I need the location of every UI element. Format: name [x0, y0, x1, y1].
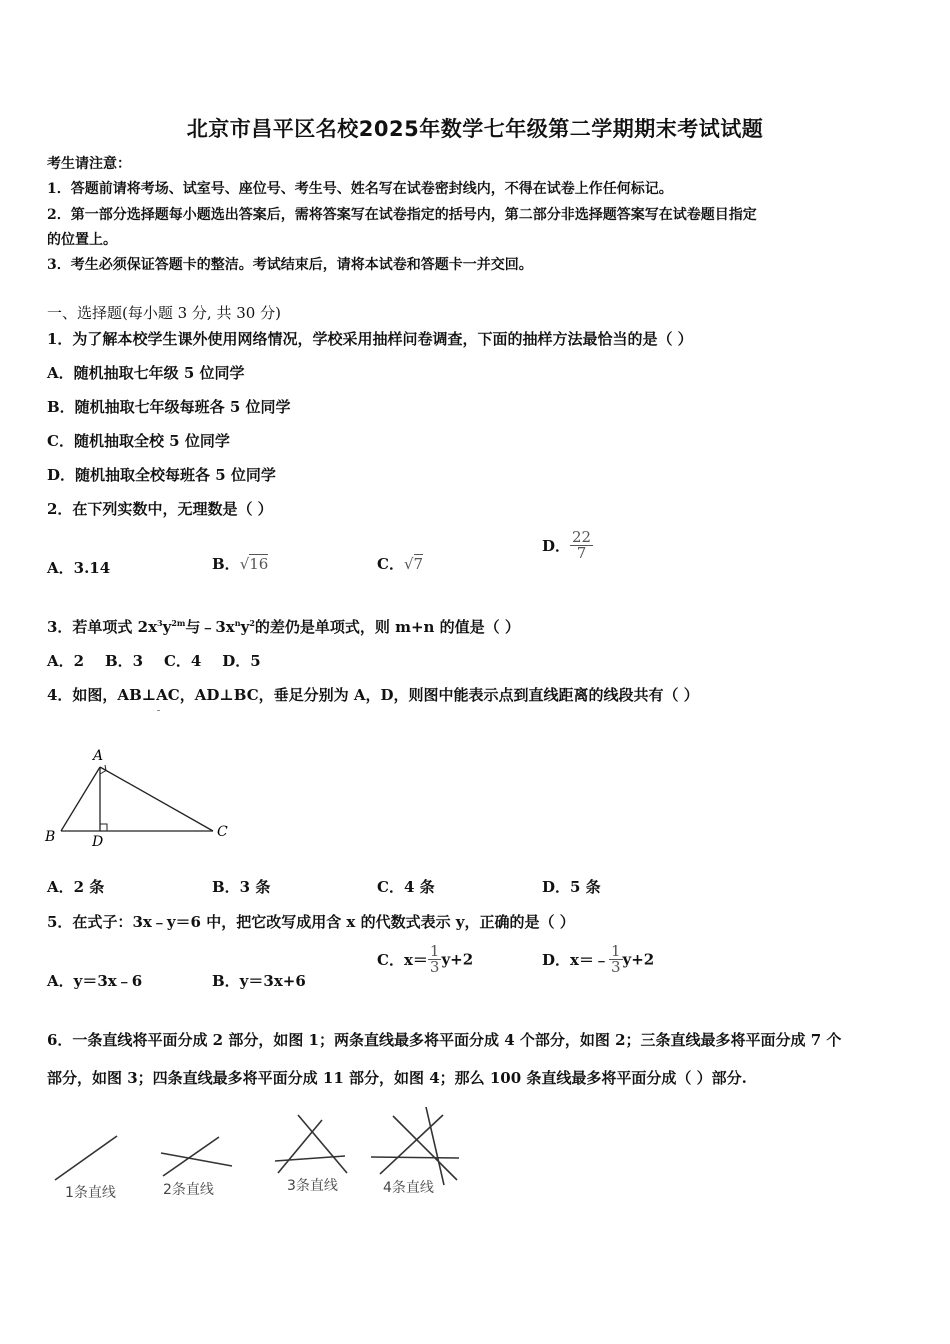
right-angle-mark-d	[100, 824, 107, 831]
label-d: D	[92, 834, 104, 850]
q4-option-d: D．5 条	[542, 878, 601, 896]
dot-mark	[157, 710, 160, 711]
side-ab	[61, 767, 100, 831]
q3-sup-4: 2	[249, 618, 255, 628]
fig3-line	[278, 1120, 322, 1173]
q1-option-b: B．随机抽取七年级每班各 5 位同学	[47, 398, 291, 416]
fig4-caption: 4条直线	[383, 1180, 434, 1196]
q5-option-a: A．y＝3x﹣6	[47, 972, 143, 990]
q1-option-d: D．随机抽取全校每班各 5 位同学	[47, 466, 276, 484]
notice-item-2-cont: 的位置上。	[47, 232, 117, 248]
q1-stem: 1．为了解本校学生课外使用网络情况，学校采用抽样问卷调查，下面的抽样方法最恰当的是（ ）	[47, 330, 693, 348]
fig2-caption: 2条直线	[163, 1182, 214, 1198]
q3-sup-3: n	[234, 618, 241, 628]
notice-heading: 考生请注意：	[47, 156, 131, 172]
q2-option-c-radicand: 7	[413, 555, 424, 573]
q2-option-b	[212, 553, 268, 574]
section-heading: 一、选择题(每小题 3 分, 共 30 分)	[47, 304, 281, 322]
q5-option-d-denominator: 3	[610, 958, 621, 976]
q4-option-b: B．3 条	[212, 878, 271, 896]
label-c: C	[217, 824, 228, 840]
q3-part-1: 3．若单项式 2x	[47, 618, 158, 636]
q5-option-d	[542, 944, 654, 975]
q3-stem	[47, 616, 520, 637]
q5-option-b: B．y＝3x+6	[212, 972, 306, 990]
q2-option-b-radicand: 16	[249, 555, 269, 573]
fig2-line	[163, 1137, 219, 1176]
label-a: A	[93, 748, 104, 764]
q5-option-c-denominator: 3	[429, 958, 440, 976]
fig4-line	[393, 1116, 457, 1180]
radical-icon: √	[239, 555, 250, 573]
q5-option-d-suffix: y+2	[622, 950, 655, 969]
notice-item-2: 2．第一部分选择题每小题选出答案后，需将答案写在试卷指定的括号内，第二部分非选择题答案写在试卷题目指定	[47, 207, 757, 223]
label-b: B	[45, 829, 56, 845]
q3-part-2: y	[162, 618, 172, 636]
q2-option-d-numerator: 22	[572, 528, 592, 546]
q2-option-b-label: B．	[212, 555, 240, 573]
q2-option-c-label: C．	[377, 555, 404, 573]
q3-sup-2: 2m	[171, 618, 186, 628]
notice-item-1: 1．答题前请将考场、试室号、座位号、考生号、姓名写在试卷密封线内，不得在试卷上作任何标记。	[47, 181, 673, 197]
q5-option-c-suffix: y+2	[441, 950, 474, 969]
q3-part-3: 与﹣3x	[185, 618, 235, 636]
q4-option-c: C．4 条	[377, 878, 435, 896]
radical-icon: √	[403, 555, 414, 573]
q2-option-d-denominator: 7	[570, 545, 593, 561]
q3-options: A．2 B．3 C．4 D．5	[47, 652, 261, 670]
q2-option-c	[377, 553, 423, 574]
fig1-caption: 1条直线	[65, 1185, 116, 1201]
fig4-line	[426, 1107, 444, 1185]
fig2-line	[161, 1153, 232, 1166]
fig4-line	[371, 1157, 459, 1158]
q2-option-a: A．3.14	[47, 559, 111, 577]
q6-line-1: 6．一条直线将平面分成 2 部分，如图 1；两条直线最多将平面分成 4 个部分，如图 2；三条直线最多将平面分成 7 个	[47, 1031, 842, 1049]
fig4-line	[380, 1115, 443, 1174]
triangle-figure	[40, 745, 240, 850]
q6-line-2: 部分，如图 3；四条直线最多将平面分成 11 部分，如图 4；那么 100 条直线最多将平面分成（ ）部分.	[47, 1069, 747, 1087]
q1-option-c: C．随机抽取全校 5 位同学	[47, 432, 230, 450]
q5-option-c-numerator: 1	[429, 942, 440, 960]
q4-stem: 4．如图，AB⊥AC，AD⊥BC，垂足分别为 A，D，则图中能表示点到直线距离的线段共有（ ）	[47, 686, 699, 704]
q5-option-d-prefix: D．x＝﹣	[542, 951, 609, 969]
q2-option-d	[542, 530, 593, 561]
page-title: 北京市昌平区名校2025年数学七年级第二学期期末考试试题	[186, 117, 764, 141]
q5-option-d-numerator: 1	[610, 942, 621, 960]
q3-part-5: 的差仍是单项式，则 m+n 的值是（ ）	[254, 618, 520, 636]
q5-option-c	[377, 944, 473, 975]
q3-part-4: y	[240, 618, 250, 636]
q2-stem: 2．在下列实数中，无理数是（ ）	[47, 500, 273, 518]
q5-option-c-prefix: C．x＝	[377, 951, 428, 969]
side-ac	[100, 767, 213, 831]
fig1-line	[55, 1136, 117, 1180]
q2-option-d-label: D．	[542, 537, 571, 555]
notice-item-3: 3．考生必须保证答题卡的整洁。考试结束后，请将本试卷和答题卡一并交回。	[47, 257, 533, 273]
q5-stem: 5．在式子：3x﹣y＝6 中，把它改写成用含 x 的代数式表示 y，正确的是（ ）	[47, 913, 575, 931]
q4-option-a: A．2 条	[47, 878, 105, 896]
fig3-line	[298, 1115, 347, 1173]
q3-sup-1: 3	[157, 618, 163, 628]
fig3-caption: 3条直线	[287, 1178, 338, 1194]
q1-option-a: A．随机抽取七年级 5 位同学	[47, 364, 245, 382]
